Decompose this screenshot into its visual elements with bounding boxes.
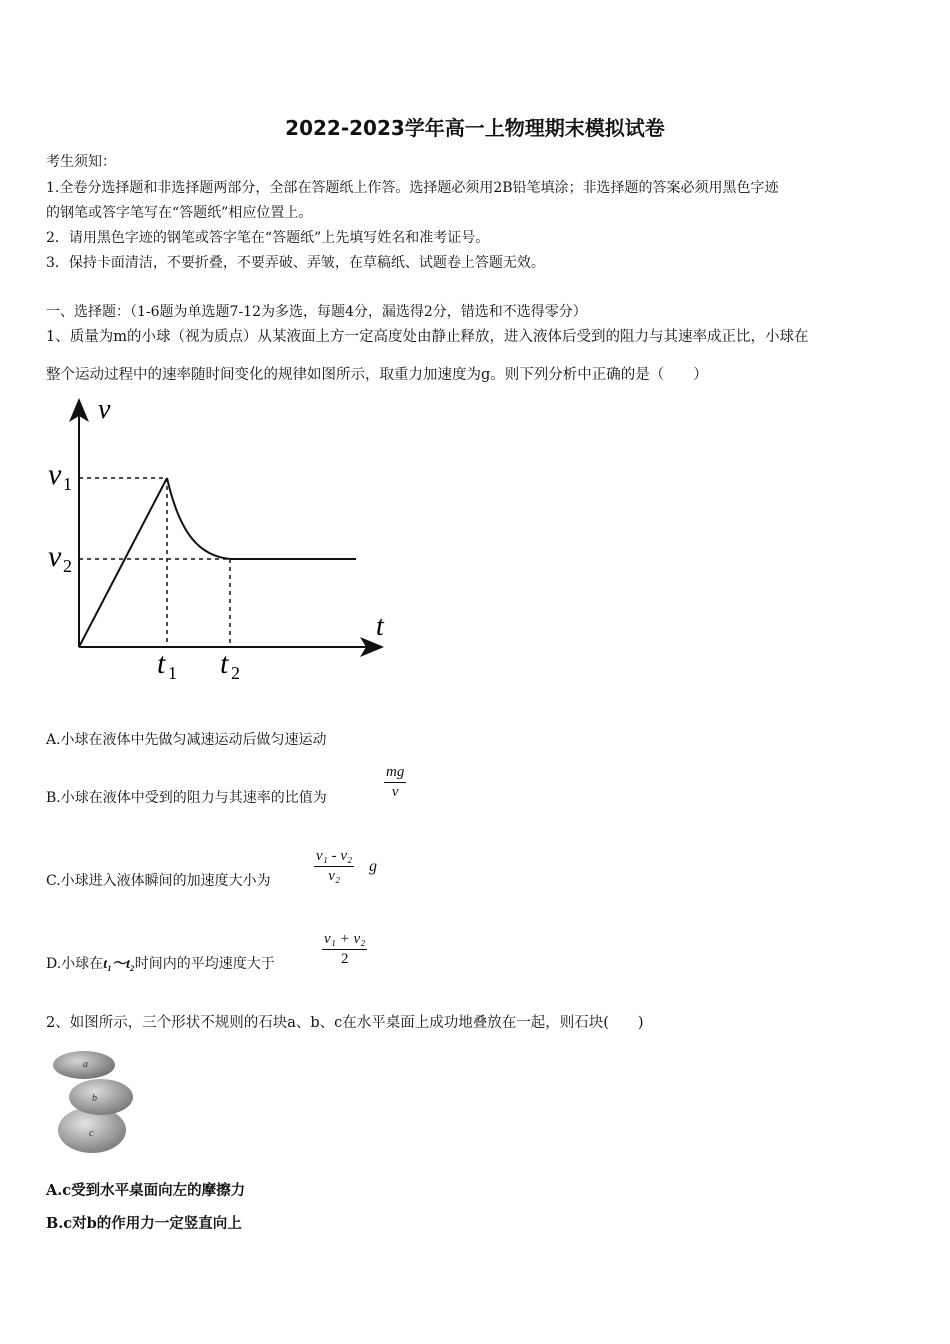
notice-line-1a: 1.全卷分选择题和非选择题两部分，全部在答题纸上作答。选择题必须用2B铅笔填涂；非选择题的答案必须用黑色字迹 (46, 180, 779, 196)
fraction-denominator: 2 (340, 951, 349, 967)
notice-line-3: 3．保持卡面清洁，不要折叠，不要弄破、弄皱，在草稿纸、试题卷上答题无效。 (46, 255, 545, 271)
t1-label: t (157, 647, 166, 680)
stone-a-label: a (83, 1059, 88, 1070)
q1-option-d-suffix: 时间内的平均速度大于 (134, 956, 275, 972)
x-axis-label: t (376, 611, 384, 642)
notice-line-2: 2．请用黑色字迹的钢笔或答字笔在“答题纸”上先填写姓名和准考证号。 (46, 230, 490, 246)
v1-label: v (48, 458, 62, 491)
q1-option-b: B.小球在液体中受到的阻力与其速率的比值为 (46, 790, 327, 806)
fraction-numerator: v₁ + v₂ (324, 931, 366, 947)
fraction-denominator: v (391, 784, 399, 800)
q1-option-c: C.小球进入液体瞬间的加速度大小为 (46, 873, 271, 889)
t1-subscript: 1 (168, 663, 177, 683)
accelerating-segment (79, 478, 167, 647)
q1-stem-line-1: 1、质量为m的小球（视为质点）从某液面上方一定高度处由静止释放，进入液体后受到的阻力与其速率成正比，小球在 (46, 329, 809, 345)
fraction-numerator: mg (386, 764, 405, 780)
fraction-numerator: v₁ - v₂ (316, 848, 353, 864)
q1-stem-line-2: 整个运动过程中的速率随时间变化的规律如图所示，取重力加速度为g。则下列分析中正确的是（ ） (46, 367, 708, 383)
v2-subscript: 2 (63, 556, 72, 576)
q1-option-d-fraction (322, 931, 367, 968)
fraction-bar (314, 866, 354, 867)
stone-b (69, 1079, 133, 1115)
v1-subscript: 1 (63, 474, 72, 494)
q1-option-d-range: t₁～t₂ (103, 957, 135, 972)
q1-option-c-g: g (369, 858, 377, 875)
notice-heading: 考生须知： (46, 154, 116, 170)
q2-option-b: B.c对b的作用力一定竖直向上 (46, 1215, 242, 1232)
q1-option-d-prefix: D.小球在 (46, 956, 104, 972)
q2-option-a: A.c受到水平桌面向左的摩擦力 (46, 1182, 246, 1199)
fraction-denominator: v₂ (328, 868, 341, 884)
q2-stem: 2、如图所示，三个形状不规则的石块a、b、c在水平桌面上成功地叠放在一起，则石块( ) (46, 1015, 644, 1031)
y-axis-label: v (98, 394, 111, 425)
velocity-time-graph (40, 390, 400, 690)
page-title: 2022-2023学年高一上物理期末模拟试卷 (285, 116, 665, 140)
stone-c-label: c (89, 1128, 94, 1139)
fraction-bar (322, 949, 367, 950)
v2-label: v (48, 540, 62, 573)
t2-label: t (220, 647, 229, 680)
t2-subscript: 2 (231, 663, 240, 683)
stacked-stones-image (46, 1045, 138, 1157)
notice-line-1b: 的钢笔或答字笔写在“答题纸”相应位置上。 (46, 205, 313, 221)
decelerating-curve (167, 478, 230, 559)
fraction-bar (384, 782, 406, 783)
q1-option-a: A.小球在液体中先做匀减速运动后做匀速运动 (46, 732, 327, 748)
q1-option-d (46, 954, 275, 975)
stone-b-label: b (92, 1093, 97, 1104)
section-heading: 一、选择题：（1-6题为单选题7-12为多选，每题4分，漏选得2分，错选和不选得零分） (46, 304, 587, 320)
q1-option-c-fraction (314, 848, 354, 885)
q1-option-b-fraction (384, 764, 406, 801)
